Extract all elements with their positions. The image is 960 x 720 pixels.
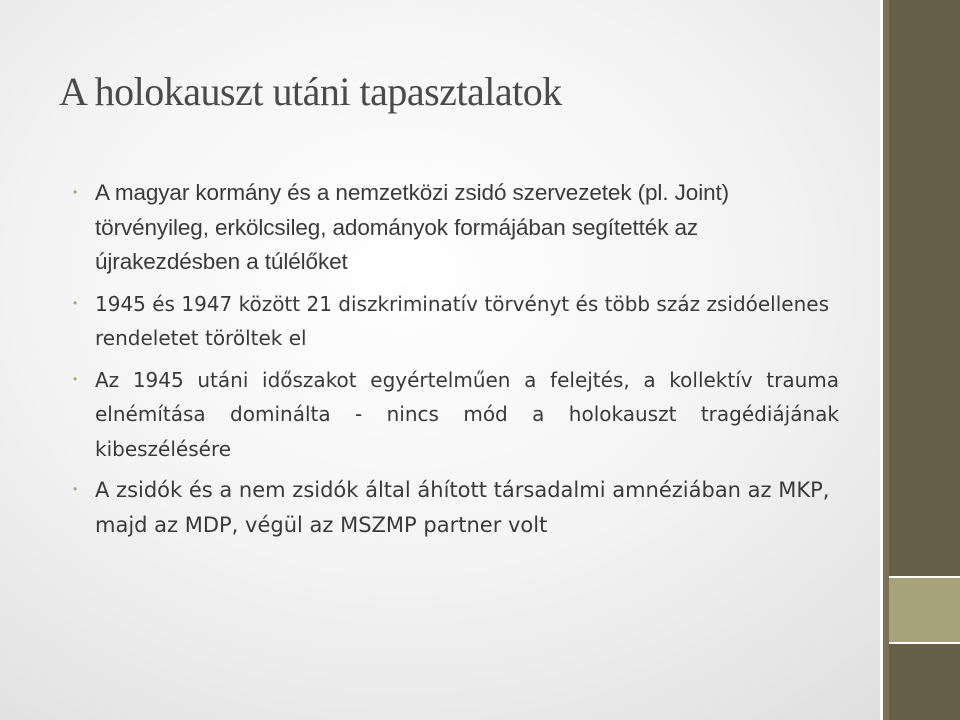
bullet-text: Az 1945 utáni időszakot egyértelműen a felejtés, a kollektív trauma elnémítása dominálta - nincs mód a holokauszt tragédiájának kibeszélésére	[95, 367, 839, 461]
bullet-text: A magyar kormány és a nemzetközi zsidó szervezetek (pl. Joint) törvényileg, erkölcsileg, adományok formájában segítették az újrakezdésben a túlélőket	[95, 180, 730, 274]
bullet-dot-icon: •	[73, 482, 78, 496]
accent-box	[889, 578, 960, 642]
bullet-item	[73, 363, 839, 467]
bullet-item	[73, 176, 839, 280]
bullet-dot-icon: •	[73, 295, 78, 310]
bullet-dot-icon: •	[73, 371, 78, 386]
bullet-item	[73, 287, 839, 356]
bullet-dot-icon: •	[73, 185, 78, 199]
bullet-text: A zsidók és a nem zsidók által áhított társadalmi amnéziában az MKP, majd az MDP, végül az MSZMP partner volt	[95, 478, 830, 537]
accent-box-bottom-line	[889, 642, 960, 644]
bullet-item	[73, 473, 839, 542]
slide-title: A holokauszt utáni tapasztalatok	[59, 69, 562, 114]
bullet-list	[73, 176, 839, 549]
bullet-text: 1945 és 1947 között 21 diszkriminatív törvényt és több száz zsidóellenes rendeletet töröltek el	[95, 291, 829, 350]
